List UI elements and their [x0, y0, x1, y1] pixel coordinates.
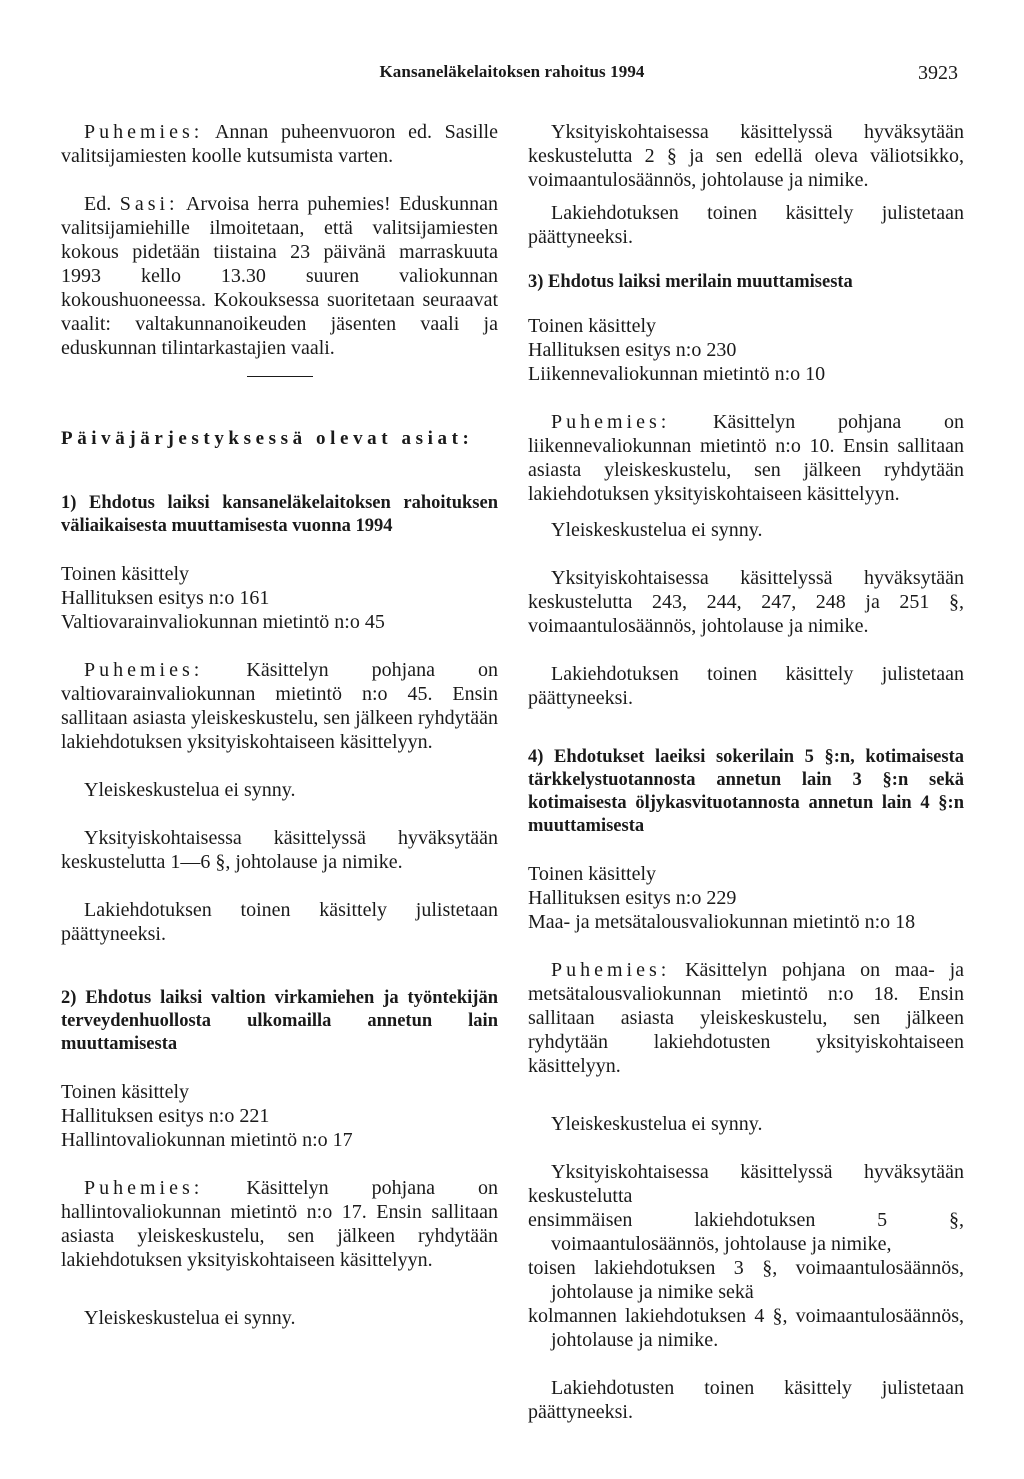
item-4-report: Maa- ja metsätalousvaliokunnan mietintö n:o 18 — [528, 911, 916, 933]
speech-text: Annan puheenvuoron ed. Sasille valitsijamiesten koolle kutsumista varten. — [61, 121, 498, 167]
item-4-detail-line: toisen lakiehdotuksen 3 §, voimaantulosäännös, johtolause ja nimike sekä — [528, 1257, 964, 1303]
speaker-name: Sasi: — [119, 193, 179, 215]
speaker-name: Puhemies: — [84, 1177, 204, 1199]
left-column — [61, 120, 498, 1330]
item-1-no-debate: Yleiskeskustelua ei synny. — [84, 779, 296, 801]
item-1-speaker-paragraph — [61, 658, 498, 754]
speaker-paragraph — [61, 120, 498, 168]
speaker-paragraph — [61, 192, 498, 360]
speech-text: Käsittelyn pohjana on maa- ja metsätalousvaliokunnan mietintö n:o 18. Ensin sallitaan asiasta yleiskeskustelu, sen jälkeen ryhdytään lakiehdotusten yksityiskohtaiseen käsittelyyn. — [528, 959, 964, 1077]
page-number: 3923 — [918, 62, 958, 84]
speaker-prefix: Ed. — [84, 193, 120, 215]
item-4-proposal: Hallituksen esitys n:o 229 — [528, 887, 737, 909]
item-1-report: Valtiovarainvaliokunnan mietintö n:o 45 — [61, 611, 385, 633]
item-1-reading: Toinen käsittely — [61, 563, 190, 585]
item-1-closing: Lakiehdotuksen toinen käsittely julistetaan päättyneeksi. — [61, 899, 498, 945]
speech-text: Arvoisa herra puhemies! Eduskunnan valitsijamiehille ilmoitetaan, että valitsijamiesten kokous pidetään tiistaina 23 päivänä marraskuuta 1993 kello 13.30 suuren valiokunnan kokoushuoneessa. Kokouksessa suoritetaan seuraavat vaalit: valtakunnanoikeuden jäsenten vaali ja eduskunnan tilintarkastajien vaali. — [61, 193, 499, 359]
speech-text: Käsittelyn pohjana on valtiovarainvaliokunnan mietintö n:o 45. Ensin sallitaan asiasta yleiskeskustelu, sen jälkeen ryhdytään lakiehdotuksen yksityiskohtaiseen käsittelyyn. — [61, 659, 498, 753]
item-1-proposal: Hallituksen esitys n:o 161 — [61, 587, 270, 609]
item-3-detail: Yksityiskohtaisessa käsittelyssä hyväksytään keskustelutta 243, 244, 247, 248 ja 251 §, voimaantulosäännös, johtolause ja nimike. — [528, 567, 964, 637]
right-column — [528, 120, 964, 1424]
item-3-reading: Toinen käsittely — [528, 315, 657, 337]
item-2-detail: Yksityiskohtaisessa käsittelyssä hyväksytään keskustelutta 2 § ja sen edellä oleva väliotsikko, voimaantulosäännös, johtolause ja nimike. — [528, 121, 964, 191]
running-header-title: Kansaneläkelaitoksen rahoitus 1994 — [379, 62, 645, 81]
speech-text: Käsittelyn pohjana on liikennevaliokunnan mietintö n:o 10. Ensin sallitaan asiasta yleiskeskustelu, sen jälkeen ryhdytään lakiehdotuksen yksityiskohtaiseen käsittelyyn. — [528, 411, 964, 505]
section-divider — [247, 376, 313, 377]
item-4-detail-intro: Yksityiskohtaisessa käsittelyssä hyväksytään keskustelutta — [528, 1161, 964, 1207]
item-2-proposal: Hallituksen esitys n:o 221 — [61, 1105, 270, 1127]
item-4-detail-line: ensimmäisen lakiehdotuksen 5 §, voimaantulosäännös, johtolause ja nimike, — [528, 1209, 964, 1255]
speaker-name: Puhemies: — [551, 959, 671, 981]
item-3-closing: Lakiehdotuksen toinen käsittely julistetaan päättyneeksi. — [528, 663, 964, 709]
item-2-speaker-paragraph — [61, 1176, 498, 1272]
item-3-report: Liikennevaliokunnan mietintö n:o 10 — [528, 363, 826, 385]
agenda-heading: Päiväjärjestyksessä olevat asiat: — [61, 428, 474, 449]
item-3-no-debate: Yleiskeskustelua ei synny. — [551, 519, 763, 541]
item-4-reading: Toinen käsittely — [528, 863, 657, 885]
item-4-no-debate: Yleiskeskustelua ei synny. — [551, 1113, 763, 1135]
speaker-name: Puhemies: — [84, 121, 204, 143]
item-3-proposal: Hallituksen esitys n:o 230 — [528, 339, 737, 361]
item-2-reading: Toinen käsittely — [61, 1081, 190, 1103]
speaker-name: Puhemies: — [551, 411, 671, 433]
item-2-no-debate: Yleiskeskustelua ei synny. — [84, 1307, 296, 1329]
item-1-heading: 1) Ehdotus laiksi kansaneläkelaitoksen rahoituksen väliaikaisesta muuttamisesta vuonna 1994 — [61, 493, 498, 536]
item-4-detail-line: kolmannen lakiehdotuksen 4 §, voimaantulosäännös, johtolause ja nimike. — [528, 1305, 964, 1351]
item-3-heading: 3) Ehdotus laiksi merilain muuttamisesta — [528, 272, 853, 292]
item-2-closing: Lakiehdotuksen toinen käsittely julistetaan päättyneeksi. — [528, 202, 964, 248]
item-1-detail: Yksityiskohtaisessa käsittelyssä hyväksytään keskustelutta 1—6 §, johtolause ja nimike. — [61, 827, 498, 873]
item-2-report: Hallintovaliokunnan mietintö n:o 17 — [61, 1129, 353, 1151]
item-4-heading: 4) Ehdotukset laeiksi sokerilain 5 §:n, kotimaisesta tärkkelystuotannosta annetun lain 3 §:n sekä kotimaisesta öljykasvituotannosta annetun lain 4 §:n muuttamisesta — [528, 747, 964, 836]
item-4-speaker-paragraph — [528, 958, 964, 1078]
speech-text: Käsittelyn pohjana on hallintovaliokunnan mietintö n:o 17. Ensin sallitaan asiasta yleiskeskustelu, sen jälkeen ryhdytään lakiehdotuksen yksityiskohtaiseen käsittelyyn. — [61, 1177, 498, 1271]
item-2-heading: 2) Ehdotus laiksi valtion virkamiehen ja työntekijän terveydenhuollosta ulkomailla annetun lain muuttamisesta — [61, 988, 498, 1054]
item-3-speaker-paragraph — [528, 410, 964, 506]
speaker-name: Puhemies: — [84, 659, 204, 681]
item-4-closing: Lakiehdotusten toinen käsittely julistetaan päättyneeksi. — [528, 1377, 964, 1423]
